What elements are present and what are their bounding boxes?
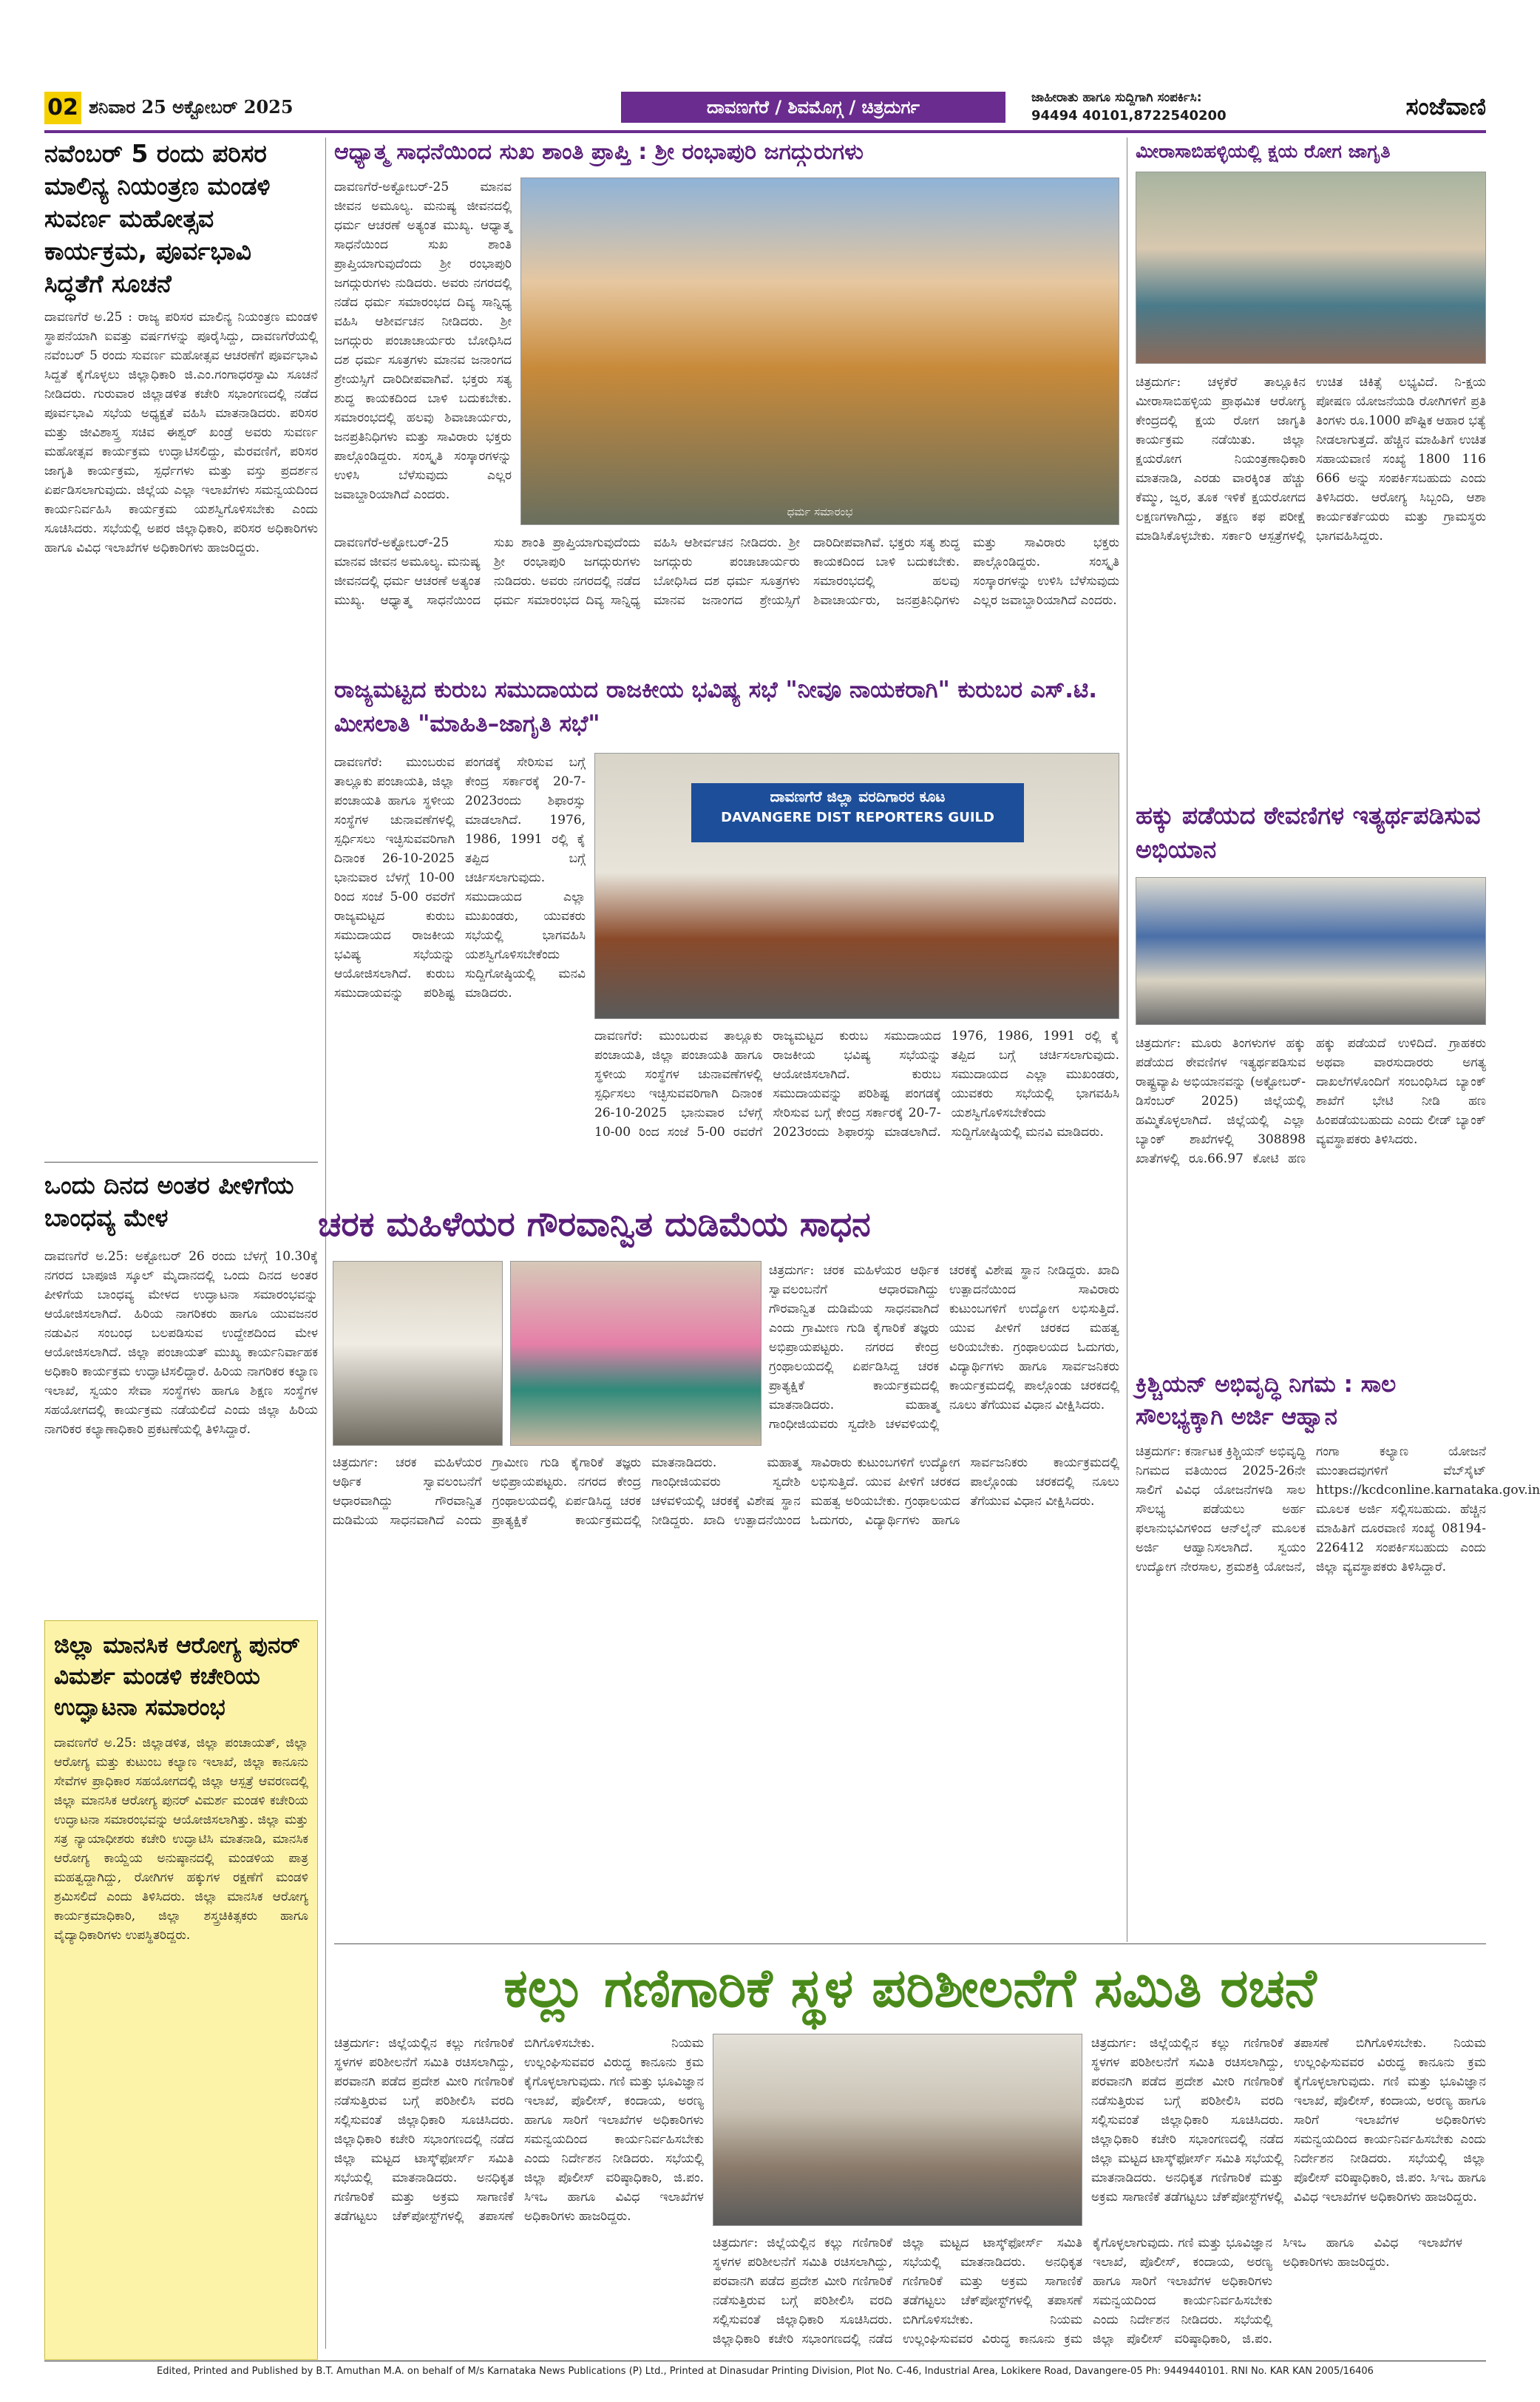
masthead-rule: [44, 130, 1486, 133]
ad-contact-label: ಜಾಹೀರಾತು ಹಾಗೂ ಸುದ್ದಿಗಾಗಿ ಸಂಪರ್ಕಿಸಿ:: [1031, 90, 1202, 105]
story-kuruba: [334, 673, 1119, 1191]
photo-caption: ಧರ್ಮ ಸಮಾರಂಭ: [787, 505, 853, 518]
mental-health-box: [44, 1620, 318, 2360]
story-quarry-headline: ಕಲ್ಲು ಗಣಿಗಾರಿಕೆ ಸ್ಥಳ ಪರಿಶೀಲನೆಗೆ ಸಮಿತಿ ರಚನೆ: [503, 1957, 1317, 2019]
story-kuruba-body-left: ದಾವಣಗೆರೆ: ಮುಂಬರುವ ತಾಲ್ಲೂಕು ಪಂಚಾಯತಿ, ಜಿಲ್ಲಾ ಪಂಚಾಯತಿ ಹಾಗೂ ಸ್ಥಳೀಯ ಸಂಸ್ಥೆಗಳ ಚುನಾವಣೆಗಳಲ್ಲಿ ಸ್ಪರ್ಧಿಸಲು ಇಚ್ಛಿಸುವವರಿಗಾಗಿ ದಿನಾಂಕ 26-10-2025 ಭಾನುವಾರ ಬೆಳಗ್ಗೆ 10-00 ರಿಂದ ಸಂಜೆ 5-00 ರವರೆಗೆ ರಾಜ್ಯಮಟ್ಟದ ಕುರುಬ ಸಮುದಾಯದ ರಾಜಕೀಯ ಭವಿಷ್ಯ ಸಭೆಯನ್ನು ಆಯೋಜಿಸಲಾಗಿದೆ. ಕುರುಬ ಸಮುದಾಯವನ್ನು ಪರಿಶಿಷ್ಟ ಪಂಗಡಕ್ಕೆ ಸೇರಿಸುವ ಬಗ್ಗೆ ಕೇಂದ್ರ ಸರ್ಕಾರಕ್ಕೆ 20-7-2023ರಂದು ಶಿಫಾರಸ್ಸು ಮಾಡಲಾಗಿದೆ. 1976, 1986, 1991 ರಲ್ಲಿ ಕೈ ತಪ್ಪಿದ ಬಗ್ಗೆ ಚರ್ಚಿಸಲಾಗುವುದು. ಸಮುದಾಯದ ಎಲ್ಲಾ ಮುಖಂಡರು, ಯುವಕರು ಸಭೆಯಲ್ಲಿ ಭಾಗವಹಿಸಿ ಯಶಸ್ವಿಗೊಳಿಸಬೇಕೆಂದು ಸುದ್ದಿಗೋಷ್ಠಿಯಲ್ಲಿ ಮನವಿ ಮಾಡಿದರು.: [334, 755, 586, 1001]
mental-health-headline: ಜಿಲ್ಲಾ ಮಾನಸಿಕ ಆರೋಗ್ಯ ಪುನರ್ ವಿಮರ್ಶ ಮಂಡಳಿ ಕಚೇರಿಯ ಉದ್ಘಾಟನಾ ಸಮಾರಂಭ: [54, 1632, 300, 1721]
rambhapuri-photo: [520, 177, 1119, 525]
story-charaka: [311, 1202, 1119, 1660]
divider: [44, 1162, 318, 1163]
banner-kannada: ದಾವಣಗೆರೆ ಜಿಲ್ಲಾ ವರದಿಗಾರರ ಕೂಟ: [770, 788, 946, 805]
story-quarry: [334, 1952, 1486, 2355]
story-tb-headline: ಮೀರಾಸಾಬಿಹಳ್ಳಿಯಲ್ಲಿ ಕ್ಷಯ ರೋಗ ಜಾಗೃತಿ: [1136, 141, 1391, 162]
banner-english: DAVANGERE DIST REPORTERS GUILD: [721, 810, 994, 825]
quarry-rule: [334, 1943, 1486, 1944]
masthead: [44, 89, 1486, 127]
story-charaka-headline: ಚರಕ ಮಹಿಳೆಯರ ಗೌರವಾನ್ವಿತ ದುಡಿಮೆಯ ಸಾಧನ: [318, 1204, 871, 1244]
kuruba-press-photo: [594, 753, 1119, 1019]
story-christian-body: ಚಿತ್ರದುರ್ಗ: ಕರ್ನಾಟಕ ಕ್ರಿಶ್ಚಿಯನ್ ಅಭಿವೃದ್ಧಿ ನಿಗಮದ ವತಿಯಿಂದ 2025-26ನೇ ಸಾಲಿಗೆ ವಿವಿಧ ಯೋಜನೆಗಳಡಿ ಸಾಲ ಸೌಲಭ್ಯ ಪಡೆಯಲು ಅರ್ಹ ಫಲಾನುಭವಿಗಳಿಂದ ಆನ್‌ಲೈನ್ ಮೂಲಕ ಅರ್ಜಿ ಆಹ್ವಾನಿಸಲಾಗಿದೆ. ಸ್ವಯಂ ಉದ್ಯೋಗ ನೇರಸಾಲ, ಶ್ರಮಶಕ್ತಿ ಯೋಜನೆ, ಗಂಗಾ ಕಲ್ಯಾಣ ಯೋಜನೆ ಮುಂತಾದವುಗಳಿಗೆ ವೆಬ್‌ಸೈಟ್ https://kcdconline.karnataka.gov.in ಮೂಲಕ ಅರ್ಜಿ ಸಲ್ಲಿಸಬಹುದು. ಹೆಚ್ಚಿನ ಮಾಹಿತಿಗೆ ದೂರವಾಣಿ ಸಂಖ್ಯೆ 08194-226412 ಸಂಪರ್ಕಿಸಬಹುದು ಎಂದು ಜಿಲ್ಲಾ ವ್ಯವಸ್ಥಾಪಕರು ತಿಳಿಸಿದ್ದಾರೆ.: [1136, 1444, 1540, 1574]
story-pollution-headline: ನವೆಂಬರ್ 5 ರಂದು ಪರಿಸರ ಮಾಲಿನ್ಯ ನಿಯಂತ್ರಣ ಮಂಡಳಿ ಸುವರ್ಣ ಮಹೋತ್ಸವ ಕಾರ್ಯಕ್ರಮ, ಪೂರ್ವಭಾವಿ ಸಿದ್ಧತೆಗೆ ಸೂಚನೆ: [44, 139, 271, 298]
story-bank-headline: ಹಕ್ಕು ಪಡೆಯದ ಠೇವಣಿಗಳ ಇತ್ಯರ್ಥಪಡಿಸುವ ಅಭಿಯಾನ: [1136, 801, 1481, 864]
story-rambhapuri-headline: ಆಧ್ಯಾತ್ಮ ಸಾಧನೆಯಿಂದ ಸುಖ ಶಾಂತಿ ಪ್ರಾಪ್ತಿ : ಶ್ರೀ ರಂಭಾಪುರಿ ಜಗದ್ಗುರುಗಳು: [334, 139, 864, 165]
story-rambhapuri-body-cols: ದಾವಣಗೆರೆ-ಅಕ್ಟೋಬರ್-25 ಮಾನವ ಜೀವನ ಅಮೂಲ್ಯ. ಮನುಷ್ಯ ಜೀವನದಲ್ಲಿ ಧರ್ಮ ಆಚರಣೆ ಅತ್ಯಂತ ಮುಖ್ಯ. ಆಧ್ಯಾತ್ಮ ಸಾಧನೆಯಿಂದ ಸುಖ ಶಾಂತಿ ಪ್ರಾಪ್ತಿಯಾಗುವುದೆಂದು ಶ್ರೀ ರಂಭಾಪುರಿ ಜಗದ್ಗುರುಗಳು ನುಡಿದರು. ಅವರು ನಗರದಲ್ಲಿ ನಡೆದ ಧರ್ಮ ಸಮಾರಂಭದ ದಿವ್ಯ ಸಾನ್ನಿಧ್ಯ ವಹಿಸಿ ಆಶೀರ್ವಚನ ನೀಡಿದರು. ಶ್ರೀ ಜಗದ್ಗುರು ಪಂಚಾಚಾರ್ಯರು ಬೋಧಿಸಿದ ದಶ ಧರ್ಮ ಸೂತ್ರಗಳು ಮಾನವ ಜನಾಂಗದ ಶ್ರೇಯಸ್ಸಿಗೆ ದಾರಿದೀಪವಾಗಿವೆ. ಭಕ್ತರು ಸತ್ಯ ಶುದ್ಧ ಕಾಯಕದಿಂದ ಬಾಳಿ ಬದುಕಬೇಕು. ಸಮಾರಂಭದಲ್ಲಿ ಹಲವು ಶಿವಾಚಾರ್ಯರು, ಜನಪ್ರತಿನಿಧಿಗಳು ಮತ್ತು ಸಾವಿರಾರು ಭಕ್ತರು ಪಾಲ್ಗೊಂಡಿದ್ದರು. ಸಂಸ್ಕೃತಿ ಸಂಸ್ಕಾರಗಳನ್ನು ಉಳಿಸಿ ಬೆಳೆಸುವುದು ಎಲ್ಲರ ಜವಾಬ್ದಾರಿಯಾಗಿದೆ ಎಂದರು.: [334, 535, 1119, 608]
story-pollution-body: ದಾವಣಗೆರೆ ಅ.25 : ರಾಜ್ಯ ಪರಿಸರ ಮಾಲಿನ್ಯ ನಿಯಂತ್ರಣ ಮಂಡಳಿ ಸ್ಥಾಪನೆಯಾಗಿ ಐವತ್ತು ವರ್ಷಗಳನ್ನು ಪೂರೈಸಿದ್ದು, ದಾವಣಗೆರೆಯಲ್ಲಿ ನವೆಂಬರ್ 5 ರಂದು ಸುವರ್ಣ ಮಹೋತ್ಸವ ಆಚರಣೆಗೆ ಪೂರ್ವಭಾವಿ ಸಿದ್ದತೆ ಕೈಗೊಳ್ಳಲು ಜಿಲ್ಲಾಧಿಕಾರಿ ಜಿ.ಎಂ.ಗಂಗಾಧರಸ್ವಾಮಿ ಸೂಚನೆ ನೀಡಿದರು. ಗುರುವಾರ ಜಿಲ್ಲಾಡಳಿತ ಕಚೇರಿ ಸಭಾಂಗಣದಲ್ಲಿ ನಡೆದ ಪೂರ್ವಭಾವಿ ಸಭೆಯ ಅಧ್ಯಕ್ಷತೆ ವಹಿಸಿ ಮಾತನಾಡಿದರು. ಪರಿಸರ ಮತ್ತು ಜೀವಿಶಾಸ್ತ್ರ ಸಚಿವ ಈಶ್ವರ್ ಖಂಡ್ರೆ ಅವರು ಸುವರ್ಣ ಮಹೋತ್ಸವ ಕಾರ್ಯಕ್ರಮ ಉದ್ಘಾಟಿಸಲಿದ್ದು, ಮೆರವಣಿಗೆ, ಪರಿಸರ ಜಾಗೃತಿ ಕಾರ್ಯಕ್ರಮ, ಸ್ಪರ್ಧೆಗಳು ಮತ್ತು ವಸ್ತು ಪ್ರದರ್ಶನ ಏರ್ಪಡಿಸಲಾಗುವುದು. ಜಿಲ್ಲೆಯ ಎಲ್ಲಾ ಇಲಾಖೆಗಳು ಸಮನ್ವಯದಿಂದ ಕಾರ್ಯನಿರ್ವಹಿಸಿ ಕಾರ್ಯಕ್ರಮ ಯಶಸ್ವಿಗೊಳಿಸಬೇಕು ಎಂದು ಸೂಚಿಸಿದರು. ಸಭೆಯಲ್ಲಿ ಅಪರ ಜಿಲ್ಲಾಧಿಕಾರಿ, ಪರಿಸರ ಅಧಿಕಾರಿಗಳು ಹಾಗೂ ವಿವಿಧ ಇಲಾಖೆಗಳ ಅಧಿಕಾರಿಗಳು ಹಾಜರಿದ್ದರು.: [44, 310, 318, 555]
charaka-photo-man: [333, 1261, 503, 1446]
reporters-guild-banner: [691, 783, 1024, 842]
bank-campaign-photo: [1136, 877, 1486, 1025]
tb-awareness-photo: [1136, 172, 1486, 364]
paper-logo: [1334, 89, 1486, 124]
story-christian: [1136, 1368, 1540, 1945]
story-bank-body: ಚಿತ್ರದುರ್ಗ: ಮೂರು ತಿಂಗಳುಗಳ ಹಕ್ಕು ಪಡೆಯದ ಠೇವಣಿಗಳ ಇತ್ಯರ್ಥಪಡಿಸುವ ರಾಷ್ಟ್ರವ್ಯಾಪಿ ಅಭಿಯಾನವನ್ನು (ಅಕ್ಟೋಬರ್-ಡಿಸೆಂಬರ್ 2025) ಜಿಲ್ಲೆಯಲ್ಲಿ ಹಮ್ಮಿಕೊಳ್ಳಲಾಗಿದೆ. ಜಿಲ್ಲೆಯಲ್ಲಿ ಎಲ್ಲಾ ಬ್ಯಾಂಕ್ ಶಾಖೆಗಳಲ್ಲಿ 308898 ಖಾತೆಗಳಲ್ಲಿ ರೂ.66.97 ಕೋಟಿ ಹಣ ಹಕ್ಕು ಪಡೆಯದೆ ಉಳಿದಿದೆ. ಗ್ರಾಹಕರು ಅಥವಾ ವಾರಸುದಾರರು ಅಗತ್ಯ ದಾಖಲೆಗಳೊಂದಿಗೆ ಸಂಬಂಧಿಸಿದ ಬ್ಯಾಂಕ್ ಶಾಖೆಗೆ ಭೇಟಿ ನೀಡಿ ಹಣ ಹಿಂಪಡೆಯಬಹುದು ಎಂದು ಲೀಡ್ ಬ್ಯಾಂಕ್ ವ್ಯವಸ್ಥಾಪಕರು ತಿಳಿಸಿದರು.: [1136, 1036, 1486, 1166]
region-band: ದಾವಣಗೆರೆ / ಶಿವಮೊಗ್ಗ / ಚಿತ್ರದುರ್ಗ: [621, 92, 1005, 123]
ad-contact-phone: 94494 40101,8722540200: [1031, 108, 1227, 124]
left-column: [44, 138, 318, 2360]
charaka-photo-women: [510, 1261, 761, 1446]
story-charaka-body-bottom: ಚಿತ್ರದುರ್ಗ: ಚರಕ ಮಹಿಳೆಯರ ಆರ್ಥಿಕ ಸ್ವಾವಲಂಬನೆಗೆ ಆಧಾರವಾಗಿದ್ದು ಗೌರವಾನ್ವಿತ ದುಡಿಮೆಯ ಸಾಧನವಾಗಿದೆ ಎಂದು ಗ್ರಾಮೀಣ ಗುಡಿ ಕೈಗಾರಿಕೆ ತಜ್ಞರು ಅಭಿಪ್ರಾಯಪಟ್ಟರು. ನಗರದ ಕೇಂದ್ರ ಗ್ರಂಥಾಲಯದಲ್ಲಿ ಏರ್ಪಡಿಸಿದ್ದ ಚರಕ ಪ್ರಾತ್ಯಕ್ಷಿಕೆ ಕಾರ್ಯಕ್ರಮದಲ್ಲಿ ಮಾತನಾಡಿದರು. ಮಹಾತ್ಮ ಗಾಂಧೀಜಿಯವರು ಸ್ವದೇಶಿ ಚಳವಳಿಯಲ್ಲಿ ಚರಕಕ್ಕೆ ವಿಶೇಷ ಸ್ಥಾನ ನೀಡಿದ್ದರು. ಖಾದಿ ಉತ್ಪಾದನೆಯಿಂದ ಸಾವಿರಾರು ಕುಟುಂಬಗಳಿಗೆ ಉದ್ಯೋಗ ಲಭಿಸುತ್ತಿದೆ. ಯುವ ಪೀಳಿಗೆ ಚರಕದ ಮಹತ್ವ ಅರಿಯಬೇಕು. ಗ್ರಂಥಾಲಯದ ಓದುಗರು, ವಿದ್ಯಾರ್ಥಿಗಳು ಹಾಗೂ ಸಾರ್ವಜನಿಕರು ಕಾರ್ಯಕ್ರಮದಲ್ಲಿ ಪಾಲ್ಗೊಂಡು ಚರಕದಲ್ಲಿ ನೂಲು ತೆಗೆಯುವ ವಿಧಾನ ವೀಕ್ಷಿಸಿದರು.: [333, 1455, 1119, 1528]
story-generation-headline: ಒಂದು ದಿನದ ಅಂತರ ಪೀಳಿಗೆಯ ಬಾಂಧವ್ಯ ಮೇಳ: [44, 1171, 294, 1232]
story-rambhapuri-intro: ದಾವಣಗೆರೆ-ಅಕ್ಟೋಬರ್-25 ಮಾನವ ಜೀವನ ಅಮೂಲ್ಯ. ಮನುಷ್ಯ ಜೀವನದಲ್ಲಿ ಧರ್ಮ ಆಚರಣೆ ಅತ್ಯಂತ ಮುಖ್ಯ. ಆಧ್ಯಾತ್ಮ ಸಾಧನೆಯಿಂದ ಸುಖ ಶಾಂತಿ ಪ್ರಾಪ್ತಿಯಾಗುವುದೆಂದು ಶ್ರೀ ರಂಭಾಪುರಿ ಜಗದ್ಗುರುಗಳು ನುಡಿದರು. ಅವರು ನಗರದಲ್ಲಿ ನಡೆದ ಧರ್ಮ ಸಮಾರಂಭದ ದಿವ್ಯ ಸಾನ್ನಿಧ್ಯ ವಹಿಸಿ ಆಶೀರ್ವಚನ ನೀಡಿದರು. ಶ್ರೀ ಜಗದ್ಗುರು ಪಂಚಾಚಾರ್ಯರು ಬೋಧಿಸಿದ ದಶ ಧರ್ಮ ಸೂತ್ರಗಳು ಮಾನವ ಜನಾಂಗದ ಶ್ರೇಯಸ್ಸಿಗೆ ದಾರಿದೀಪವಾಗಿವೆ. ಭಕ್ತರು ಸತ್ಯ ಶುದ್ಧ ಕಾಯಕದಿಂದ ಬಾಳಿ ಬದುಕಬೇಕು. ಸಮಾರಂಭದಲ್ಲಿ ಹಲವು ಶಿವಾಚಾರ್ಯರು, ಜನಪ್ರತಿನಿಧಿಗಳು ಮತ್ತು ಸಾವಿರಾರು ಭಕ್ತರು ಪಾಲ್ಗೊಂಡಿದ್ದರು. ಸಂಸ್ಕೃತಿ ಸಂಸ್ಕಾರಗಳನ್ನು ಉಳಿಸಿ ಬೆಳೆಸುವುದು ಎಲ್ಲರ ಜವಾಬ್ದಾರಿಯಾಗಿದೆ ಎಂದರು.: [334, 180, 512, 502]
story-christian-headline: ಕ್ರಿಶ್ಚಿಯನ್ ಅಭಿವೃದ್ಧಿ ನಿಗಮ : ಸಾಲ ಸೌಲಭ್ಯಕ್ಕಾಗಿ ಅರ್ಜಿ ಆಹ್ವಾನ: [1136, 1371, 1397, 1430]
story-quarry-body-mid: ಚಿತ್ರದುರ್ಗ: ಜಿಲ್ಲೆಯಲ್ಲಿನ ಕಲ್ಲು ಗಣಿಗಾರಿಕೆ ಸ್ಥಳಗಳ ಪರಿಶೀಲನೆಗೆ ಸಮಿತಿ ರಚಿಸಲಾಗಿದ್ದು, ಪರವಾನಗಿ ಪಡೆದ ಪ್ರದೇಶ ಮೀರಿ ಗಣಿಗಾರಿಕೆ ನಡೆಸುತ್ತಿರುವ ಬಗ್ಗೆ ಪರಿಶೀಲಿಸಿ ವರದಿ ಸಲ್ಲಿಸುವಂತೆ ಜಿಲ್ಲಾಧಿಕಾರಿ ಸೂಚಿಸಿದರು. ಜಿಲ್ಲಾಧಿಕಾರಿ ಕಚೇರಿ ಸಭಾಂಗಣದಲ್ಲಿ ನಡೆದ ಜಿಲ್ಲಾ ಮಟ್ಟದ ಟಾಸ್ಕ್‌ಫೋರ್ಸ್ ಸಮಿತಿ ಸಭೆಯಲ್ಲಿ ಮಾತನಾಡಿದರು. ಅನಧಿಕೃತ ಗಣಿಗಾರಿಕೆ ಮತ್ತು ಅಕ್ರಮ ಸಾಗಾಣಿಕೆ ತಡೆಗಟ್ಟಲು ಚೆಕ್‌ಪೋಸ್ಟ್‌ಗಳಲ್ಲಿ ತಪಾಸಣೆ ಬಿಗಿಗೊಳಿಸಬೇಕು. ನಿಯಮ ಉಲ್ಲಂಘಿಸುವವರ ವಿರುದ್ಧ ಕಾನೂನು ಕ್ರಮ ಕೈಗೊಳ್ಳಲಾಗುವುದು. ಗಣಿ ಮತ್ತು ಭೂವಿಜ್ಞಾನ ಇಲಾಖೆ, ಪೊಲೀಸ್, ಕಂದಾಯ, ಅರಣ್ಯ ಹಾಗೂ ಸಾರಿಗೆ ಇಲಾಖೆಗಳ ಅಧಿಕಾರಿಗಳು ಸಮನ್ವಯದಿಂದ ಕಾರ್ಯನಿರ್ವಹಿಸಬೇಕು ಎಂದು ನಿರ್ದೇಶನ ನೀಡಿದರು. ಸಭೆಯಲ್ಲಿ ಜಿಲ್ಲಾ ಪೊಲೀಸ್ ವರಿಷ್ಠಾಧಿಕಾರಿ, ಜಿ.ಪಂ. ಸಿಇಒ ಹಾಗೂ ವಿವಿಧ ಇಲಾಖೆಗಳ ಅಧಿಕಾರಿಗಳು ಹಾಜರಿದ್ದರು.: [713, 2236, 1462, 2347]
story-quarry-body-right: ಚಿತ್ರದುರ್ಗ: ಜಿಲ್ಲೆಯಲ್ಲಿನ ಕಲ್ಲು ಗಣಿಗಾರಿಕೆ ಸ್ಥಳಗಳ ಪರಿಶೀಲನೆಗೆ ಸಮಿತಿ ರಚಿಸಲಾಗಿದ್ದು, ಪರವಾನಗಿ ಪಡೆದ ಪ್ರದೇಶ ಮೀರಿ ಗಣಿಗಾರಿಕೆ ನಡೆಸುತ್ತಿರುವ ಬಗ್ಗೆ ಪರಿಶೀಲಿಸಿ ವರದಿ ಸಲ್ಲಿಸುವಂತೆ ಜಿಲ್ಲಾಧಿಕಾರಿ ಸೂಚಿಸಿದರು. ಜಿಲ್ಲಾಧಿಕಾರಿ ಕಚೇರಿ ಸಭಾಂಗಣದಲ್ಲಿ ನಡೆದ ಜಿಲ್ಲಾ ಮಟ್ಟದ ಟಾಸ್ಕ್‌ಫೋರ್ಸ್ ಸಮಿತಿ ಸಭೆಯಲ್ಲಿ ಮಾತನಾಡಿದರು. ಅನಧಿಕೃತ ಗಣಿಗಾರಿಕೆ ಮತ್ತು ಅಕ್ರಮ ಸಾಗಾಣಿಕೆ ತಡೆಗಟ್ಟಲು ಚೆಕ್‌ಪೋಸ್ಟ್‌ಗಳಲ್ಲಿ ತಪಾಸಣೆ ಬಿಗಿಗೊಳಿಸಬೇಕು. ನಿಯಮ ಉಲ್ಲಂಘಿಸುವವರ ವಿರುದ್ಧ ಕಾನೂನು ಕ್ರಮ ಕೈಗೊಳ್ಳಲಾಗುವುದು. ಗಣಿ ಮತ್ತು ಭೂವಿಜ್ಞಾನ ಇಲಾಖೆ, ಪೊಲೀಸ್, ಕಂದಾಯ, ಅರಣ್ಯ ಹಾಗೂ ಸಾರಿಗೆ ಇಲಾಖೆಗಳ ಅಧಿಕಾರಿಗಳು ಸಮನ್ವಯದಿಂದ ಕಾರ್ಯನಿರ್ವಹಿಸಬೇಕು ಎಂದು ನಿರ್ದೇಶನ ನೀಡಿದರು. ಸಭೆಯಲ್ಲಿ ಜಿಲ್ಲಾ ಪೊಲೀಸ್ ವರಿಷ್ಠಾಧಿಕಾರಿ, ಜಿ.ಪಂ. ಸಿಇಒ ಹಾಗೂ ವಿವಿಧ ಇಲಾಖೆಗಳ ಅಧಿಕಾರಿಗಳು ಹಾಜರಿದ್ದರು.: [1091, 2036, 1486, 2205]
story-kuruba-body-right: ದಾವಣಗೆರೆ: ಮುಂಬರುವ ತಾಲ್ಲೂಕು ಪಂಚಾಯತಿ, ಜಿಲ್ಲಾ ಪಂಚಾಯತಿ ಹಾಗೂ ಸ್ಥಳೀಯ ಸಂಸ್ಥೆಗಳ ಚುನಾವಣೆಗಳಲ್ಲಿ ಸ್ಪರ್ಧಿಸಲು ಇಚ್ಛಿಸುವವರಿಗಾಗಿ ದಿನಾಂಕ 26-10-2025 ಭಾನುವಾರ ಬೆಳಗ್ಗೆ 10-00 ರಿಂದ ಸಂಜೆ 5-00 ರವರೆಗೆ ರಾಜ್ಯಮಟ್ಟದ ಕುರುಬ ಸಮುದಾಯದ ರಾಜಕೀಯ ಭವಿಷ್ಯ ಸಭೆಯನ್ನು ಆಯೋಜಿಸಲಾಗಿದೆ. ಕುರುಬ ಸಮುದಾಯವನ್ನು ಪರಿಶಿಷ್ಟ ಪಂಗಡಕ್ಕೆ ಸೇರಿಸುವ ಬಗ್ಗೆ ಕೇಂದ್ರ ಸರ್ಕಾರಕ್ಕೆ 20-7-2023ರಂದು ಶಿಫಾರಸ್ಸು ಮಾಡಲಾಗಿದೆ. 1976, 1986, 1991 ರಲ್ಲಿ ಕೈ ತಪ್ಪಿದ ಬಗ್ಗೆ ಚರ್ಚಿಸಲಾಗುವುದು. ಸಮುದಾಯದ ಎಲ್ಲಾ ಮುಖಂಡರು, ಯುವಕರು ಸಭೆಯಲ್ಲಿ ಭಾಗವಹಿಸಿ ಯಶಸ್ವಿಗೊಳಿಸಬೇಕೆಂದು ಸುದ್ದಿಗೋಷ್ಠಿಯಲ್ಲಿ ಮನವಿ ಮಾಡಿದರು.: [594, 1029, 1119, 1140]
quarry-meeting-photo: [713, 2034, 1082, 2226]
mental-health-body: ದಾವಣಗೆರೆ ಅ.25: ಜಿಲ್ಲಾಡಳಿತ, ಜಿಲ್ಲಾ ಪಂಚಾಯತ್, ಜಿಲ್ಲಾ ಆರೋಗ್ಯ ಮತ್ತು ಕುಟುಂಬ ಕಲ್ಯಾಣ ಇಲಾಖೆ, ಜಿಲ್ಲಾ ಕಾನೂನು ಸೇವೆಗಳ ಪ್ರಾಧಿಕಾರ ಸಹಯೋಗದಲ್ಲಿ ಜಿಲ್ಲಾ ಆಸ್ಪತ್ರೆ ಆವರಣದಲ್ಲಿ ಜಿಲ್ಲಾ ಮಾನಸಿಕ ಆರೋಗ್ಯ ಪುನರ್ ವಿಮರ್ಶ ಮಂಡಳಿ ಕಚೇರಿಯ ಉದ್ಘಾಟನಾ ಸಮಾರಂಭವನ್ನು ಆಯೋಜಿಸಲಾಗಿತ್ತು. ಜಿಲ್ಲಾ ಮತ್ತು ಸತ್ರ ನ್ಯಾಯಾಧೀಶರು ಕಚೇರಿ ಉದ್ಘಾಟಿಸಿ ಮಾತನಾಡಿ, ಮಾನಸಿಕ ಆರೋಗ್ಯ ಕಾಯ್ದೆಯ ಅನುಷ್ಠಾನದಲ್ಲಿ ಮಂಡಳಿಯ ಪಾತ್ರ ಮಹತ್ವದ್ದಾಗಿದ್ದು, ರೋಗಿಗಳ ಹಕ್ಕುಗಳ ರಕ್ಷಣೆಗೆ ಮಂಡಳಿ ಶ್ರಮಿಸಲಿದೆ ಎಂದು ತಿಳಿಸಿದರು. ಜಿಲ್ಲಾ ಮಾನಸಿಕ ಆರೋಗ್ಯ ಕಾರ್ಯಕ್ರಮಾಧಿಕಾರಿ, ಜಿಲ್ಲಾ ಶಸ್ತ್ರಚಿಕಿತ್ಸಕರು ಹಾಗೂ ವೈದ್ಯಾಧಿಕಾರಿಗಳು ಉಪಸ್ಥಿತರಿದ್ದರು.: [54, 1736, 308, 1943]
paper-name: ಸಂಜೆವಾಣಿ: [1405, 92, 1486, 121]
story-generation-body: ದಾವಣಗೆರೆ ಅ.25: ಅಕ್ಟೋಬರ್ 26 ರಂದು ಬೆಳಗ್ಗೆ 10.30ಕ್ಕೆ ನಗರದ ಬಾಪೂಜಿ ಸ್ಕೂಲ್ ಮೈದಾನದಲ್ಲಿ ಒಂದು ದಿನದ ಅಂತರ ಪೀಳಿಗೆಯ ಬಾಂಧವ್ಯ ಮೇಳದ ಉದ್ಘಾಟನಾ ಸಮಾರಂಭವನ್ನು ಆಯೋಜಿಸಲಾಗಿದೆ. ಹಿರಿಯ ನಾಗರಿಕರು ಹಾಗೂ ಯುವಜನರ ನಡುವಿನ ಸಂಬಂಧ ಬಲಪಡಿಸುವ ಉದ್ದೇಶದಿಂದ ಮೇಳ ಆಯೋಜಿಸಲಾಗಿದೆ. ಜಿಲ್ಲಾ ಪಂಚಾಯತ್ ಮುಖ್ಯ ಕಾರ್ಯನಿರ್ವಾಹಕ ಅಧಿಕಾರಿ ಕಾರ್ಯಕ್ರಮ ಉದ್ಘಾಟಿಸಲಿದ್ದಾರೆ. ಹಿರಿಯ ನಾಗರಿಕರ ಕಲ್ಯಾಣ ಇಲಾಖೆ, ಸ್ವಯಂ ಸೇವಾ ಸಂಸ್ಥೆಗಳು ಹಾಗೂ ಶಿಕ್ಷಣ ಸಂಸ್ಥೆಗಳ ಸಹಯೋಗದಲ್ಲಿ ಕಾರ್ಯಕ್ರಮ ನಡೆಯಲಿದೆ ಎಂದು ಜಿಲ್ಲಾ ಹಿರಿಯ ನಾಗರಿಕರ ಕಲ್ಯಾಣಾಧಿಕಾರಿ ಪ್ರಕಟಣೆಯಲ್ಲಿ ತಿಳಿಸಿದ್ದಾರೆ.: [44, 1249, 318, 1437]
footer-imprint: Edited, Printed and Published by B.T. Amuthan M.A. on behalf of M/s Karnataka News Publications (P) Ltd., Printed at Dinasudar Printing Division, Plot No. C-46, Industrial Area, Lokikere Road, Davangere-05 Ph: 9449440101. RNI No. KAR KAN 2005/16406: [157, 2366, 1374, 2377]
story-charaka-body-top: ಚಿತ್ರದುರ್ಗ: ಚರಕ ಮಹಿಳೆಯರ ಆರ್ಥಿಕ ಸ್ವಾವಲಂಬನೆಗೆ ಆಧಾರವಾಗಿದ್ದು ಗೌರವಾನ್ವಿತ ದುಡಿಮೆಯ ಸಾಧನವಾಗಿದೆ ಎಂದು ಗ್ರಾಮೀಣ ಗುಡಿ ಕೈಗಾರಿಕೆ ತಜ್ಞರು ಅಭಿಪ್ರಾಯಪಟ್ಟರು. ನಗರದ ಕೇಂದ್ರ ಗ್ರಂಥಾಲಯದಲ್ಲಿ ಏರ್ಪಡಿಸಿದ್ದ ಚರಕ ಪ್ರಾತ್ಯಕ್ಷಿಕೆ ಕಾರ್ಯಕ್ರಮದಲ್ಲಿ ಮಾತನಾಡಿದರು. ಮಹಾತ್ಮ ಗಾಂಧೀಜಿಯವರು ಸ್ವದೇಶಿ ಚಳವಳಿಯಲ್ಲಿ ಚರಕಕ್ಕೆ ವಿಶೇಷ ಸ್ಥಾನ ನೀಡಿದ್ದರು. ಖಾದಿ ಉತ್ಪಾದನೆಯಿಂದ ಸಾವಿರಾರು ಕುಟುಂಬಗಳಿಗೆ ಉದ್ಯೋಗ ಲಭಿಸುತ್ತಿದೆ. ಯುವ ಪೀಳಿಗೆ ಚರಕದ ಮಹತ್ವ ಅರಿಯಬೇಕು. ಗ್ರಂಥಾಲಯದ ಓದುಗರು, ವಿದ್ಯಾರ್ಥಿಗಳು ಹಾಗೂ ಸಾರ್ವಜನಿಕರು ಕಾರ್ಯಕ್ರಮದಲ್ಲಿ ಪಾಲ್ಗೊಂಡು ಚರಕದಲ್ಲಿ ನೂಲು ತೆಗೆಯುವ ವಿಧಾನ ವೀಕ್ಷಿಸಿದರು.: [769, 1263, 1119, 1432]
story-tb: [1136, 138, 1486, 788]
page-number: 02: [44, 92, 81, 124]
issue-date: ಶನಿವಾರ 25 ಅಕ್ಟೋಬರ್ 2025: [89, 96, 294, 118]
story-kuruba-headline: ರಾಜ್ಯಮಟ್ಟದ ಕುರುಬ ಸಮುದಾಯದ ರಾಜಕೀಯ ಭವಿಷ್ಯ ಸಭೆ "ನೀವೂ ನಾಯಕರಾಗಿ" ಕುರುಬರ ಎಸ್.ಟಿ. ಮೀಸಲಾತಿ "ಮಾಹಿತಿ–ಜಾಗೃತಿ ಸಭೆ": [334, 677, 1097, 737]
story-rambhapuri: [334, 138, 1119, 663]
story-tb-body: ಚಿತ್ರದುರ್ಗ: ಚಳ್ಳಕೆರೆ ತಾಲ್ಲೂಕಿನ ಮೀರಾಸಾಬಿಹಳ್ಳಿಯ ಪ್ರಾಥಮಿಕ ಆರೋಗ್ಯ ಕೇಂದ್ರದಲ್ಲಿ ಕ್ಷಯ ರೋಗ ಜಾಗೃತಿ ಕಾರ್ಯಕ್ರಮ ನಡೆಯಿತು. ಜಿಲ್ಲಾ ಕ್ಷಯರೋಗ ನಿಯಂತ್ರಣಾಧಿಕಾರಿ ಮಾತನಾಡಿ, ಎರಡು ವಾರಕ್ಕಿಂತ ಹೆಚ್ಚು ಕೆಮ್ಮು, ಜ್ವರ, ತೂಕ ಇಳಿಕೆ ಕ್ಷಯರೋಗದ ಲಕ್ಷಣಗಳಾಗಿದ್ದು, ತಕ್ಷಣ ಕಫ ಪರೀಕ್ಷೆ ಮಾಡಿಸಿಕೊಳ್ಳಬೇಕು. ಸರ್ಕಾರಿ ಆಸ್ಪತ್ರೆಗಳಲ್ಲಿ ಉಚಿತ ಚಿಕಿತ್ಸೆ ಲಭ್ಯವಿದೆ. ನಿ-ಕ್ಷಯ ಪೋಷಣ ಯೋಜನೆಯಡಿ ರೋಗಿಗಳಿಗೆ ಪ್ರತಿ ತಿಂಗಳು ರೂ.1000 ಪೌಷ್ಟಿಕ ಆಹಾರ ಭತ್ಯೆ ನೀಡಲಾಗುತ್ತದೆ. ಹೆಚ್ಚಿನ ಮಾಹಿತಿಗೆ ಉಚಿತ ಸಹಾಯವಾಣಿ ಸಂಖ್ಯೆ 1800 116 666 ಅನ್ನು ಸಂಪರ್ಕಿಸಬಹುದು ಎಂದು ತಿಳಿಸಿದರು. ಆರೋಗ್ಯ ಸಿಬ್ಬಂದಿ, ಆಶಾ ಕಾರ್ಯಕರ್ತೆಯರು ಮತ್ತು ಗ್ರಾಮಸ್ಥರು ಭಾಗವಹಿಸಿದ್ದರು.: [1136, 375, 1486, 544]
story-quarry-body-left: ಚಿತ್ರದುರ್ಗ: ಜಿಲ್ಲೆಯಲ್ಲಿನ ಕಲ್ಲು ಗಣಿಗಾರಿಕೆ ಸ್ಥಳಗಳ ಪರಿಶೀಲನೆಗೆ ಸಮಿತಿ ರಚಿಸಲಾಗಿದ್ದು, ಪರವಾನಗಿ ಪಡೆದ ಪ್ರದೇಶ ಮೀರಿ ಗಣಿಗಾರಿಕೆ ನಡೆಸುತ್ತಿರುವ ಬಗ್ಗೆ ಪರಿಶೀಲಿಸಿ ವರದಿ ಸಲ್ಲಿಸುವಂತೆ ಜಿಲ್ಲಾಧಿಕಾರಿ ಸೂಚಿಸಿದರು. ಜಿಲ್ಲಾಧಿಕಾರಿ ಕಚೇರಿ ಸಭಾಂಗಣದಲ್ಲಿ ನಡೆದ ಜಿಲ್ಲಾ ಮಟ್ಟದ ಟಾಸ್ಕ್‌ಫೋರ್ಸ್ ಸಮಿತಿ ಸಭೆಯಲ್ಲಿ ಮಾತನಾಡಿದರು. ಅನಧಿಕೃತ ಗಣಿಗಾರಿಕೆ ಮತ್ತು ಅಕ್ರಮ ಸಾಗಾಣಿಕೆ ತಡೆಗಟ್ಟಲು ಚೆಕ್‌ಪೋಸ್ಟ್‌ಗಳಲ್ಲಿ ತಪಾಸಣೆ ಬಿಗಿಗೊಳಿಸಬೇಕು. ನಿಯಮ ಉಲ್ಲಂಘಿಸುವವರ ವಿರುದ್ಧ ಕಾನೂನು ಕ್ರಮ ಕೈಗೊಳ್ಳಲಾಗುವುದು. ಗಣಿ ಮತ್ತು ಭೂವಿಜ್ಞಾನ ಇಲಾಖೆ, ಪೊಲೀಸ್, ಕಂದಾಯ, ಅರಣ್ಯ ಹಾಗೂ ಸಾರಿಗೆ ಇಲಾಖೆಗಳ ಅಧಿಕಾರಿಗಳು ಸಮನ್ವಯದಿಂದ ಕಾರ್ಯನಿರ್ವಹಿಸಬೇಕು ಎಂದು ನಿರ್ದೇಶನ ನೀಡಿದರು. ಸಭೆಯಲ್ಲಿ ಜಿಲ್ಲಾ ಪೊಲೀಸ್ ವರಿಷ್ಠಾಧಿಕಾರಿ, ಜಿ.ಪಂ. ಸಿಇಒ ಹಾಗೂ ವಿವಿಧ ಇಲಾಖೆಗಳ ಅಧಿಕಾರಿಗಳು ಹಾಜರಿದ್ದರು.: [334, 2036, 704, 2224]
story-bank: [1136, 799, 1486, 1361]
